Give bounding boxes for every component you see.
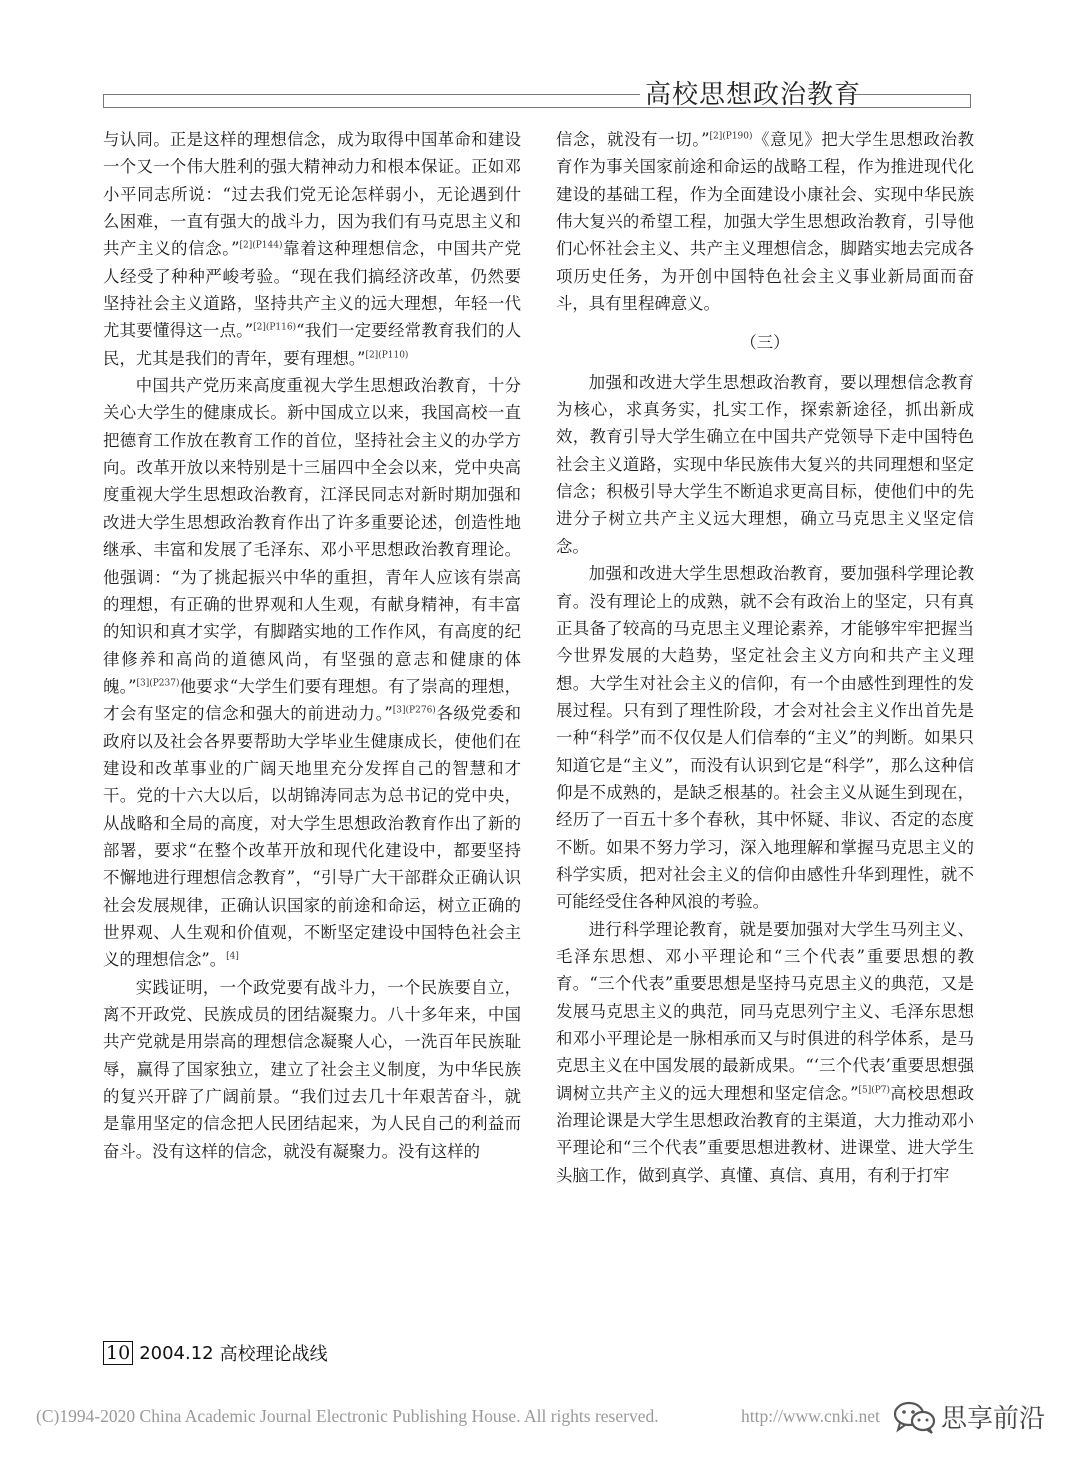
left-paragraph-1: 与认同。正是这样的理想信念，成为取得中国革命和建设一个又一个伟大胜利的强大精神动力和根本保证。正如邓小平同志所说：“过去我们党无论怎样弱小，无论遇到什么困难，一直有强大的战斗力，因为我们有马克思主义和共产主义的信念。”$^{[2](P144)}$靠着这种理想信念，中国共产党人经受了种种严峻考验。“现在我们搞经济改革，仍然要坚持社会主义道路，坚持共产主义的远大理想，年轻一代尤其要懂得这一点。”$^{[2](P116)}$“我们一定要经常教育我们的人民，尤其是我们的青年，要有理想。”$^{[2](P110)}$ <box>103 130 521 368</box>
header-title: 高校思想政治教育 <box>645 80 862 110</box>
left-column <box>103 126 521 1165</box>
citation-ref: [4] <box>226 951 239 962</box>
left-paragraph-2: 中国共产党历来高度重视大学生思想政治教育，十分关心大学生的健康成长。新中国成立以来，我国高校一直把德育工作放在教育工作的首位，坚持社会主义的办学方向。改革开放以来特别是十三届四中全会以来，党中央高度重视大学生思想政治教育，江泽民同志对新时期加强和改进大学生思想政治教育作出了许多重要论述，创造性地继承、丰富和发展了毛泽东、邓小平思想政治教育理论。他强调：“为了挑起振兴中华的重担，青年人应该有崇高的理想，有正确的世界观和人生观，有献身精神，有丰富的知识和真才实学，有脚踏实地的工作作风，有高度的纪律修养和高尚的道德风尚，有坚强的意志和健康的体魄。”$^{[3](P237)}$他要求“大学生们要有理想。有了崇高的理想，才会有坚定的信念和强大的前进动力。”$^{[3](P276)}$各级党委和政府以及社会各界要帮助大学毕业生健康成长，使他们在建设和改革事业的广阔天地里充分发挥自己的智慧和才干。党的十六大以后，以胡锦涛同志为总书记的党中央，从战略和全局的高度，对大学生思想政治教育作出了新的部署，要求“在整个改革开放和现代化建设中，都要坚持不懈地进行理想信念教育”，“引导广大干部群众正确认识社会发展规律，正确认识国家的前途和命运，树立正确的世界观、人生观和价值观，不断坚定建设中国特色社会主义的理想信念”。[4] <box>103 376 521 970</box>
citation-ref: [3](P237) <box>136 678 180 689</box>
citation-ref: [2](P116) <box>253 322 297 333</box>
copyright-notice: (C)1994-2020 China Academic Journal Electronic Publishing House. All rights reserved. <box>36 1406 659 1426</box>
issue-date: 2004.12 <box>139 1342 214 1364</box>
wechat-watermark <box>893 1398 1045 1435</box>
wechat-icon <box>893 1400 937 1434</box>
left-paragraph-3: 实践证明，一个政党要有战斗力，一个民族要自立，离不开政党、民族成员的团结凝聚力。八十多年来，中国共产党就是用崇高的理想信念凝聚人心，一洗百年民族耻辱，赢得了国家独立，建立了社会主义制度，为中华民族的复兴开辟了广阔前景。“我们过去几十年艰苦奋斗，就是靠用坚定的信念把人民团结起来，为人民自己的利益而奋斗。没有这样的信念，就没有凝聚力。没有这样的 <box>103 977 521 1161</box>
page-number: 10 <box>103 1341 133 1365</box>
journal-name: 高校理论战线 <box>219 1344 328 1365</box>
right-paragraph-1: 信念，就没有一切。”$^{[2](P190)}$《意见》把大学生思想政治教育作为事关国家前途和命运的战略工程，作为推进现代化建设的基础工程，作为全面建设小康社会、实现中华民族伟大复兴的希望工程，加强大学生思想政治教育，引导他们心怀社会主义、共产主义理想信念，脚踏实地去完成各项历史任务，为开创中国特色社会主义事业新局面而奋斗，具有里程碑意义。 <box>556 130 975 314</box>
citation-ref: [2](P110) <box>365 350 409 361</box>
watermark-text: 思享前沿 <box>941 1404 1046 1434</box>
section-heading: （三） <box>740 333 790 353</box>
citation-ref: [5](P7) <box>858 1085 891 1096</box>
right-paragraph-2: 加强和改进大学生思想政治教育，要以理想信念教育为核心，求真务实，扎实工作，探索新途径，抓出新成效，教育引导大学生确立在中国共产党领导下走中国特色社会主义道路，实现中华民族伟大复兴的共同理想和坚定信念；积极引导大学生不断追求更高目标，使他们中的先进分子树立共产主义远大理想，确立马克思主义坚定信念。 <box>556 372 974 556</box>
citation-ref: [3](P276) <box>392 705 436 716</box>
cnki-url: http://www.cnki.net <box>741 1406 880 1426</box>
citation-ref: [2](P190) <box>709 131 753 142</box>
right-paragraph-3: 加强和改进大学生思想政治教育，要加强科学理论教育。没有理论上的成熟，就不会有政治上的坚定，只有真正具备了较高的马克思主义理论素养，才能够牢牢把握当今世界发展的大趋势，坚定社会主义方向和共产主义理想。大学生对社会主义的信仰，有一个由感性到理性的发展过程。只有到了理性阶段，才会对社会主义作出首先是一种“科学”而不仅仅是人们信奉的“主义”的判断。如果只知道它是“主义”，而没有认识到它是“科学”，那么这种信仰是不成熟的，是缺乏根基的。社会主义从诞生到现在，经历了一百五十多个春秋，其中怀疑、非议、否定的态度不断。如果不努力学习，深入地理解和掌握马克思主义的科学实质，把对社会主义的信仰由感性升华到理性，就不可能经受住各种风浪的考验。 <box>556 564 974 912</box>
right-paragraph-4: 进行科学理论教育，就是要加强对大学生马列主义、毛泽东思想、邓小平理论和“三个代表”重要思想的教育。“三个代表”重要思想是坚持马克思主义的典范，又是发展马克思主义的典范，同马克思列宁主义、毛泽东思想和邓小平理论是一脉相承而又与时俱进的科学体系，是马克思主义在中国发展的最新成果。“‘三个代表’重要思想强调树立共产主义的远大理想和坚定信念。”$^{[5](P7)}$高校思想政治理论课是大学生思想政治教育的主渠道，大力推动邓小平理论和“三个代表”重要思想进教材、进课堂、进大学生头脑工作，做到真学、真懂、真信、真用，有利于打牢 <box>556 919 974 1185</box>
page-footer <box>103 1340 328 1366</box>
citation-ref: [2](P144) <box>239 240 283 251</box>
right-column <box>556 126 974 1189</box>
